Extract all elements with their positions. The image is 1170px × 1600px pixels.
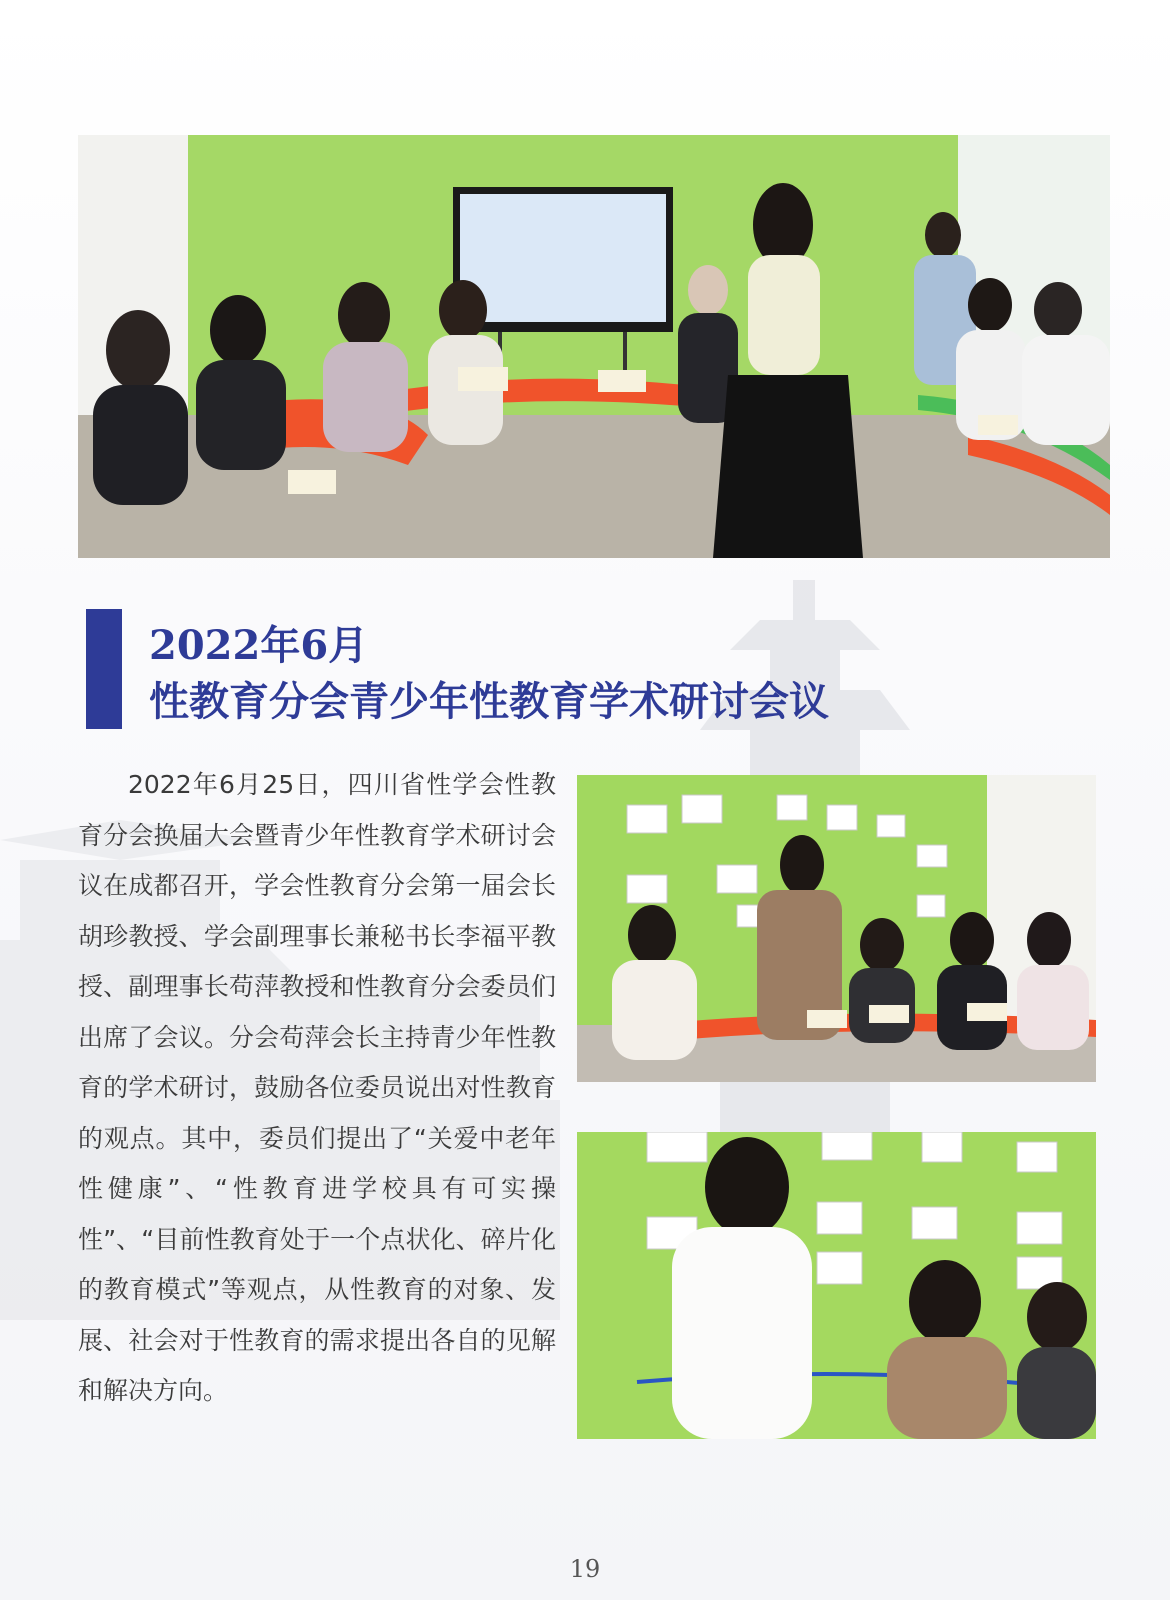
section-title [149,618,1149,730]
photo-speaker-standing [577,775,1096,1082]
page-number: 19 [569,1555,601,1583]
article-paragraph: 2022年6月25日，四川省性学会性教育分会换届大会暨青少年性教育学术研讨会议在成都召开，学会性教育分会第一届会长胡珍教授、学会副理事长兼秘书长李福平教授、副理事长苟萍教授和性教育分会委员们出席了会议。分会苟萍会长主持青少年性教育的学术研讨，鼓励各位委员说出对性教育的观点。其中，委员们提出了“关爱中老年性健康”、“性教育进学校具有可实操性”、“目前性教育处于一个点状化、碎片化的教育模式”等观点，从性教育的对象、发展、社会对于性教育的需求提出各自的见解和解决方向。 [78,770,556,1405]
title-date: 2022年6月 [149,622,369,669]
photo-committee-members [577,1132,1096,1439]
title-accent-bar [86,609,122,729]
photo-meeting-room [78,135,1110,558]
title-event: 性教育分会青少年性教育学术研讨会议 [149,678,829,725]
